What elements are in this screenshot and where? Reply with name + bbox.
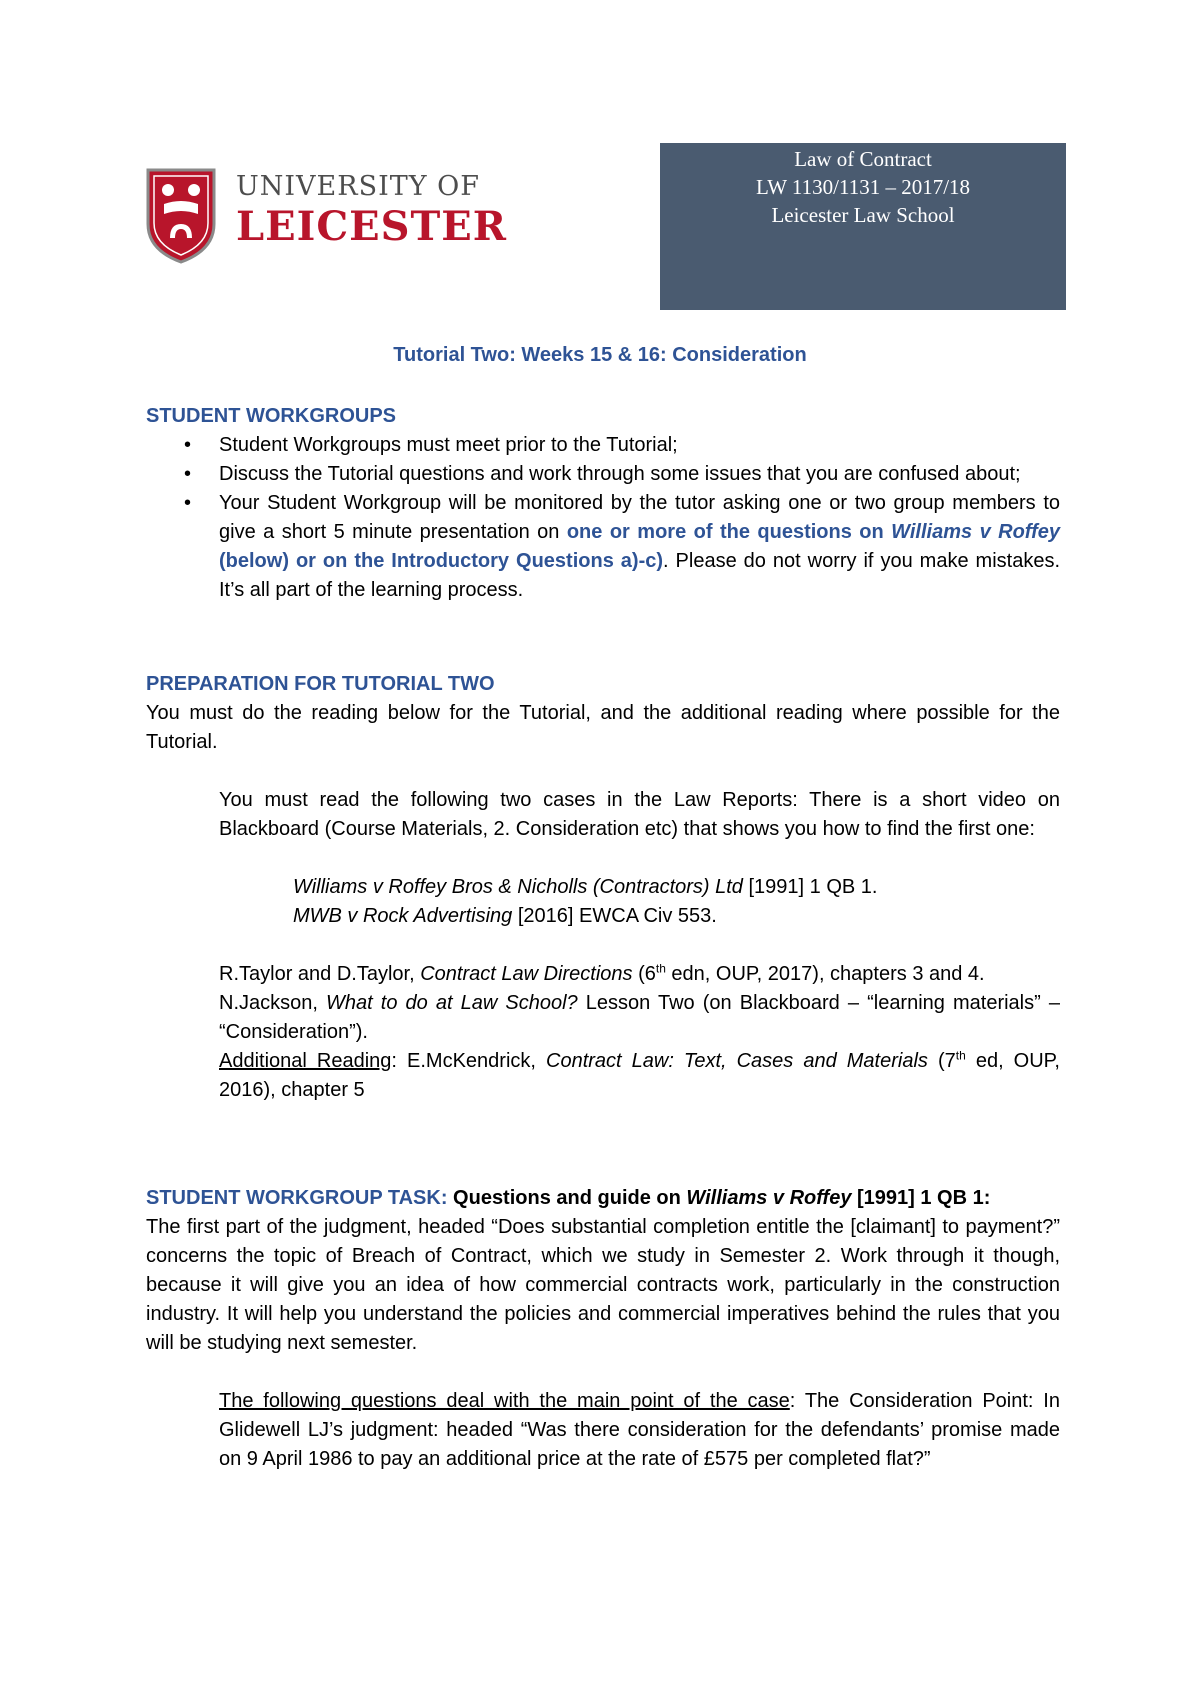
preparation-section bbox=[146, 670, 1060, 1105]
case-citation bbox=[293, 873, 1060, 902]
book-title: What to do at Law School? bbox=[326, 992, 578, 1014]
reading-text: R.Taylor and D.Taylor, bbox=[219, 963, 421, 985]
bullet-icon: • bbox=[184, 463, 192, 485]
task-heading-text: Questions and guide on bbox=[447, 1187, 687, 1209]
case-cite: [1991] 1 QB 1. bbox=[742, 876, 878, 898]
book-title: Contract Law Directions bbox=[420, 963, 633, 985]
logo-wordmark bbox=[236, 170, 507, 250]
school-name: Leicester Law School bbox=[771, 203, 955, 227]
case-name: Williams v Roffey bbox=[891, 521, 1060, 543]
reading-text: (7 bbox=[927, 1050, 956, 1072]
highlight-text: one or more of the questions on bbox=[566, 521, 892, 543]
reading-text: : E.McKendrick, bbox=[391, 1050, 546, 1072]
superscript: th bbox=[955, 1048, 966, 1063]
list-item-text: Discuss the Tutorial questions and work through some issues that you are confused about; bbox=[219, 463, 1021, 485]
workgroups-heading: STUDENT WORKGROUPS bbox=[146, 405, 396, 427]
reading-item bbox=[219, 989, 1060, 1047]
document-title: Tutorial Two: Weeks 15 & 16: Consideration bbox=[393, 344, 807, 366]
list-item bbox=[146, 460, 1060, 489]
university-logo bbox=[146, 168, 506, 264]
case-name: MWB v Rock Advertising bbox=[293, 905, 513, 927]
task-heading-label: STUDENT WORKGROUP TASK: bbox=[146, 1187, 448, 1209]
course-title: Law of Contract bbox=[794, 147, 932, 171]
bullet-icon: • bbox=[184, 434, 192, 456]
list-item bbox=[146, 489, 1060, 605]
case-cite: [2016] EWCA Civ 553. bbox=[512, 905, 717, 927]
reading-text: N.Jackson, bbox=[219, 992, 327, 1014]
reading-text: ed, OUP, 2016), chapter 5 bbox=[219, 1050, 1060, 1101]
workgroups-section bbox=[146, 402, 1060, 605]
task-body: The first part of the judgment, headed “Does substantial completion entitle the [claimant] to payment?” concerns the topic of Breach of Contract, which we study in Semester 2. Work through it though, because it will give you an idea of how commercial contracts work, particularly in the construction industry. It will help you understand the policies and commercial imperatives behind the rules that you will be studying next semester. bbox=[146, 1216, 1060, 1354]
cases-intro: You must read the following two cases in the Law Reports: There is a short video on Blackboard (Course Materials, 2. Consideration etc) that shows you how to find the first one: bbox=[219, 789, 1060, 840]
workgroups-list bbox=[146, 431, 1060, 605]
additional-reading-label: Additional Reading bbox=[219, 1050, 392, 1072]
logo-line-2: LEICESTER bbox=[236, 203, 508, 250]
list-item bbox=[146, 431, 1060, 460]
case-name: Williams v Roffey bbox=[686, 1187, 852, 1209]
task-heading bbox=[146, 1184, 1060, 1213]
reading-text: edn, OUP, 2017), chapters 3 and 4. bbox=[665, 963, 985, 985]
task-heading-text: [1991] 1 QB 1: bbox=[851, 1187, 991, 1209]
university-crest-icon bbox=[146, 168, 216, 264]
list-item-text: Your Student Workgroup will be monitored by the tutor asking one or two group members to give a short 5 minute presentation on bbox=[219, 492, 1060, 543]
case-citation bbox=[293, 902, 1060, 931]
course-code: LW 1130/1131 – 2017/18 bbox=[755, 175, 971, 199]
course-info-box bbox=[660, 143, 1066, 310]
book-title: Contract Law: Text, Cases and Materials bbox=[546, 1050, 928, 1072]
preparation-intro: You must do the reading below for the Tutorial, and the additional reading where possible for the Tutorial. bbox=[146, 702, 1060, 753]
superscript: th bbox=[655, 961, 666, 976]
questions-intro bbox=[219, 1387, 1060, 1474]
list-item-text: Student Workgroups must meet prior to the Tutorial; bbox=[219, 434, 678, 456]
list-item-text: . Please do not worry if you make mistakes. It’s all part of the learning process. bbox=[219, 550, 1060, 601]
questions-text: : The Consideration Point: In Glidewell LJ’s judgment: headed “Was there consideration for the defendants’ promise made on 9 April 1986 to pay an additional price at the rate of £575 per completed flat?” bbox=[219, 1390, 1060, 1470]
case-name: Williams v Roffey Bros & Nicholls (Contractors) Ltd bbox=[293, 876, 743, 898]
reading-text: Lesson Two (on Blackboard – “learning materials” – “Consideration”). bbox=[219, 992, 1060, 1043]
reading-item bbox=[219, 1047, 1060, 1105]
bullet-icon: • bbox=[184, 492, 192, 514]
logo-line-1: UNIVERSITY OF bbox=[236, 171, 481, 202]
reading-text: (6 bbox=[632, 963, 656, 985]
highlight-text: (below) or on the Introductory Questions a)-c) bbox=[219, 550, 664, 572]
preparation-heading: PREPARATION FOR TUTORIAL TWO bbox=[146, 673, 495, 695]
task-section bbox=[146, 1184, 1060, 1474]
reading-item bbox=[219, 960, 1060, 989]
questions-label: The following questions deal with the main point of the case bbox=[219, 1390, 790, 1412]
